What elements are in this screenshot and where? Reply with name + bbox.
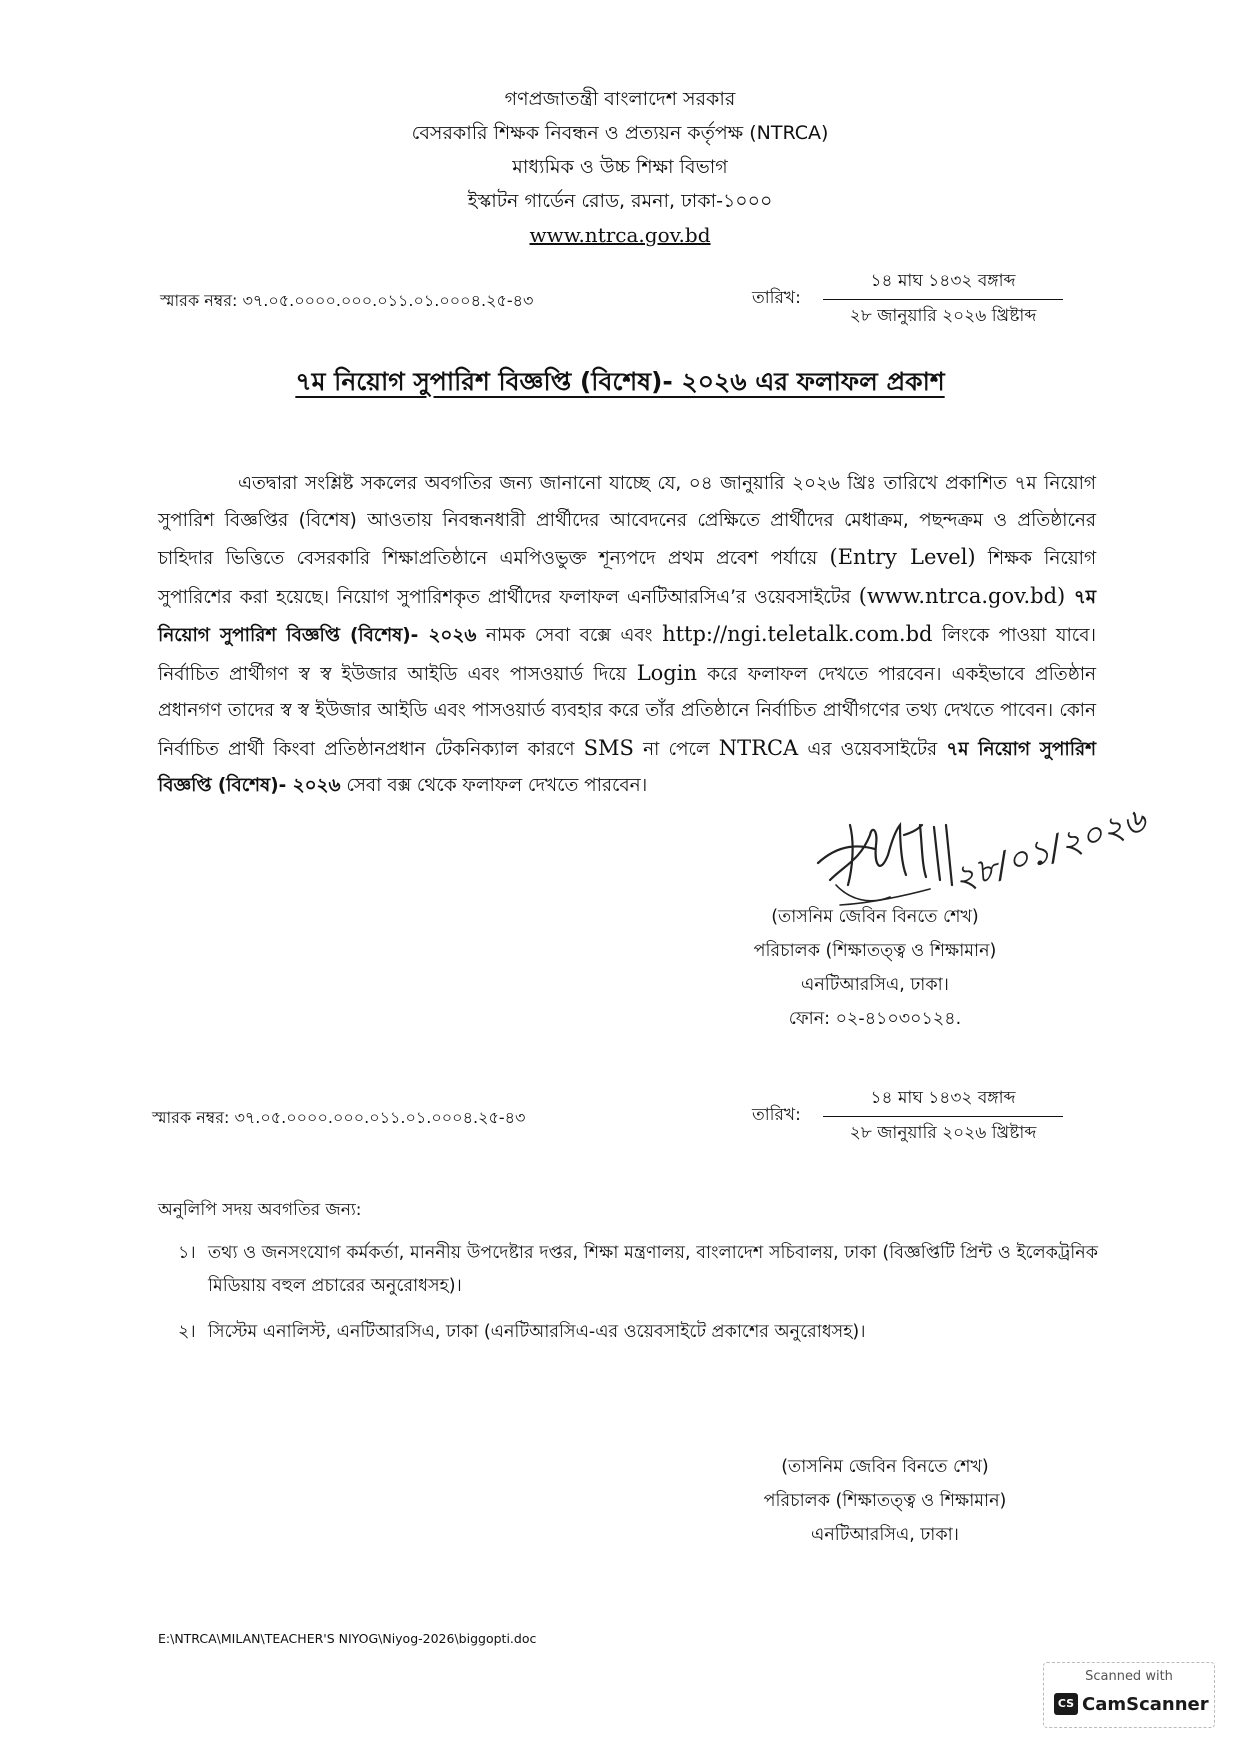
body-text-8: সেবা বক্স থেকে ফলাফল দেখতে পারবেন।: [340, 775, 648, 796]
copy-to-item-text: তথ্য ও জনসংযোগ কর্মকর্তা, মাননীয় উপদেষ্টার দপ্তর, শিক্ষা মন্ত্রণালয়, বাংলাদেশ সচিবালয়, ঢাকা (বিজ্ঞপ্তিটি প্রিন্ট ও ইলেকট্রনিক মিডিয়ায় বহুল প্রচারের অনুরোধসহ)।: [208, 1243, 1098, 1296]
notice-body: [158, 466, 1096, 805]
website-link[interactable]: www.ntrca.gov.bd: [529, 223, 711, 247]
signature-date: ২৮/০১/২০২৬: [948, 800, 1151, 900]
date-bangla: ১৪ মাঘ ১৪৩২ বঙ্গাব্দ: [870, 271, 1016, 291]
copy-to-heading: অনুলিপি সদয় অবগতির জন্য:: [158, 1200, 362, 1220]
camscanner-brand: [1054, 1693, 1209, 1715]
service-box-name: ৭ম নিয়োগ সুপারিশ বিজ্ঞপ্তি (বিশেষ)- ২০২৬: [158, 586, 1096, 646]
body-text-6: না পেলে: [633, 738, 719, 760]
signatory-office: এনটিআরসিএ, ঢাকা।: [811, 1525, 959, 1545]
teletalk-link[interactable]: http://ngi.teletalk.com.bd: [662, 622, 933, 646]
memo-number-bottom: স্মারক নম্বর: ৩৭.০৫.০০০০.০০০.০১১.০১.০০০৪.২৫-৪৩: [152, 1108, 526, 1127]
government-name: গণপ্রজাতন্ত্রী বাংলাদেশ সরকার: [504, 88, 736, 110]
notice-title: ৭ম নিয়োগ সুপারিশ বিজ্ঞপ্তি (বিশেষ)- ২০২৬ এর ফলাফল প্রকাশ: [295, 367, 945, 396]
copy-to-item: [178, 1237, 1098, 1303]
signatory-designation: পরিচালক (শিক্ষাতত্ত্ব ও শিক্ষামান): [753, 941, 997, 961]
authority-name: বেসরকারি শিক্ষক নিবন্ধন ও প্রত্যয়ন কর্তৃপক্ষ (NTRCA): [411, 122, 829, 144]
date-gregorian: ২৮ জানুয়ারি ২০২৬ খ্রিষ্টাব্দ: [849, 306, 1037, 326]
login-text: Login: [636, 660, 697, 685]
body-text-3: নামক সেবা বক্সে এবং: [476, 625, 663, 646]
signatory-block: [710, 900, 1040, 1036]
scanned-with-text: Scanned with: [1085, 1669, 1173, 1684]
date-gregorian-bottom: ২৮ জানুয়ারি ২০২৬ খ্রিষ্টাব্দ: [849, 1123, 1037, 1143]
ntrca-website-link[interactable]: (www.ntrca.gov.bd): [858, 583, 1066, 608]
memo-number: স্মারক নম্বর: ৩৭.০৫.০০০০.০০০.০১১.০১.০০০৪.২৫-৪৩: [160, 291, 534, 310]
signatory-designation: পরিচালক (শিক্ষাতত্ত্ব ও শিক্ষামান): [763, 1491, 1007, 1511]
file-path: E:\NTRCA\MILAN\TEACHER'S NIYOG\Niyog-2026\biggopti.doc: [158, 1631, 537, 1646]
camscanner-watermark: [1043, 1662, 1215, 1728]
date-bangla-bottom: ১৪ মাঘ ১৪৩২ বঙ্গাব্দ: [870, 1088, 1016, 1108]
body-text-7: এর ওয়েবসাইটের: [798, 738, 947, 760]
date-divider-bottom: [823, 1116, 1063, 1117]
letterhead: [0, 82, 1240, 252]
signatory-name: (তাসনিম জেবিন বিনতে শেখ): [781, 1457, 989, 1477]
body-text-5: করে ফলাফল দেখতে পারবেন। একইভাবে প্রতিষ্ঠান প্রধানগণ তাদের স্ব স্ব ইউজার আইডি এবং পাসওয়ার্ড ব্যবহার করে তাঁর প্রতিষ্ঠানে নির্বাচিত প্রার্থীগণের তথ্য দেখতে পাবেন। কোন নির্বাচিত প্রার্থী কিংবা প্রতিষ্ঠানপ্রধান টেকনিক্যাল কারণে: [158, 663, 1097, 760]
date-block-bottom: [823, 1085, 1063, 1148]
sms-text: SMS: [583, 735, 634, 760]
division-name: মাধ্যমিক ও উচ্চ শিক্ষা বিভাগ: [512, 156, 728, 178]
copy-to-item-number: ২।: [178, 1322, 196, 1342]
date-block: [823, 268, 1063, 331]
date-divider: [823, 299, 1063, 300]
body-text-1: এতদ্বারা সংশ্লিষ্ট সকলের অবগতির জন্য জানানো যাচ্ছে যে, ০৪ জানুয়ারি ২০২৬ খ্রিঃ তারিখে প্রকাশিত ৭ম নিয়োগ সুপারিশ বিজ্ঞপ্তির (বিশেষ) আওতায় নিবন্ধনধারী প্রার্থীদের আবেদনের প্রেক্ষিতে প্রার্থীদের মেধাক্রম, পছন্দক্রম ও প্রতিষ্ঠানের চাহিদার ভিত্তিতে বেসরকারি শিক্ষাপ্রতিষ্ঠানে এমপিওভুক্ত শূন্যপদে প্রথম প্রবেশ পর্যায়ে: [158, 473, 1096, 569]
signatory-office: এনটিআরসিএ, ঢাকা।: [801, 975, 949, 995]
date-label: তারিখ:: [752, 288, 801, 308]
date-label-bottom: তারিখ:: [752, 1105, 801, 1125]
copy-to-item: [178, 1316, 1098, 1349]
signatory-block-bottom: [720, 1450, 1050, 1552]
body-text-4: লিংকে পাওয়া যাবে। নির্বাচিত প্রার্থীগণ স্ব স্ব ইউজার আইডি এবং পাসওয়ার্ড দিয়ে: [158, 625, 1097, 685]
service-box-name-2: ৭ম নিয়োগ সুপারিশ বিজ্ঞপ্তি (বিশেষ)- ২০২৬: [158, 738, 1096, 796]
office-address: ইস্কাটন গার্ডেন রোড, রমনা, ঢাকা-১০০০: [467, 190, 773, 212]
signatory-name: (তাসনিম জেবিন বিনতে শেখ): [771, 907, 979, 927]
signatory-phone: ফোন: ০২-৪১০৩০১২৪.: [788, 1009, 962, 1029]
copy-to-item-number: ১।: [178, 1243, 196, 1263]
camscanner-name: CamScanner: [1082, 1693, 1209, 1715]
ntrca-text: NTRCA: [718, 735, 799, 760]
camscanner-icon: CS: [1054, 1693, 1078, 1715]
body-text-2: শিক্ষক নিয়োগ সুপারিশের করা হয়েছে। নিয়োগ সুপারিশকৃত প্রার্থীদের ফলাফল এনটিআরসিএ’র ওয়েবসাইটের: [158, 548, 1096, 608]
copy-to-item-text: সিস্টেম এনালিস্ট, এনটিআরসিএ, ঢাকা (এনটিআরসিএ-এর ওয়েবসাইটে প্রকাশের অনুরোধসহ)।: [208, 1322, 866, 1342]
entry-level-text: (Entry Level): [829, 545, 976, 569]
